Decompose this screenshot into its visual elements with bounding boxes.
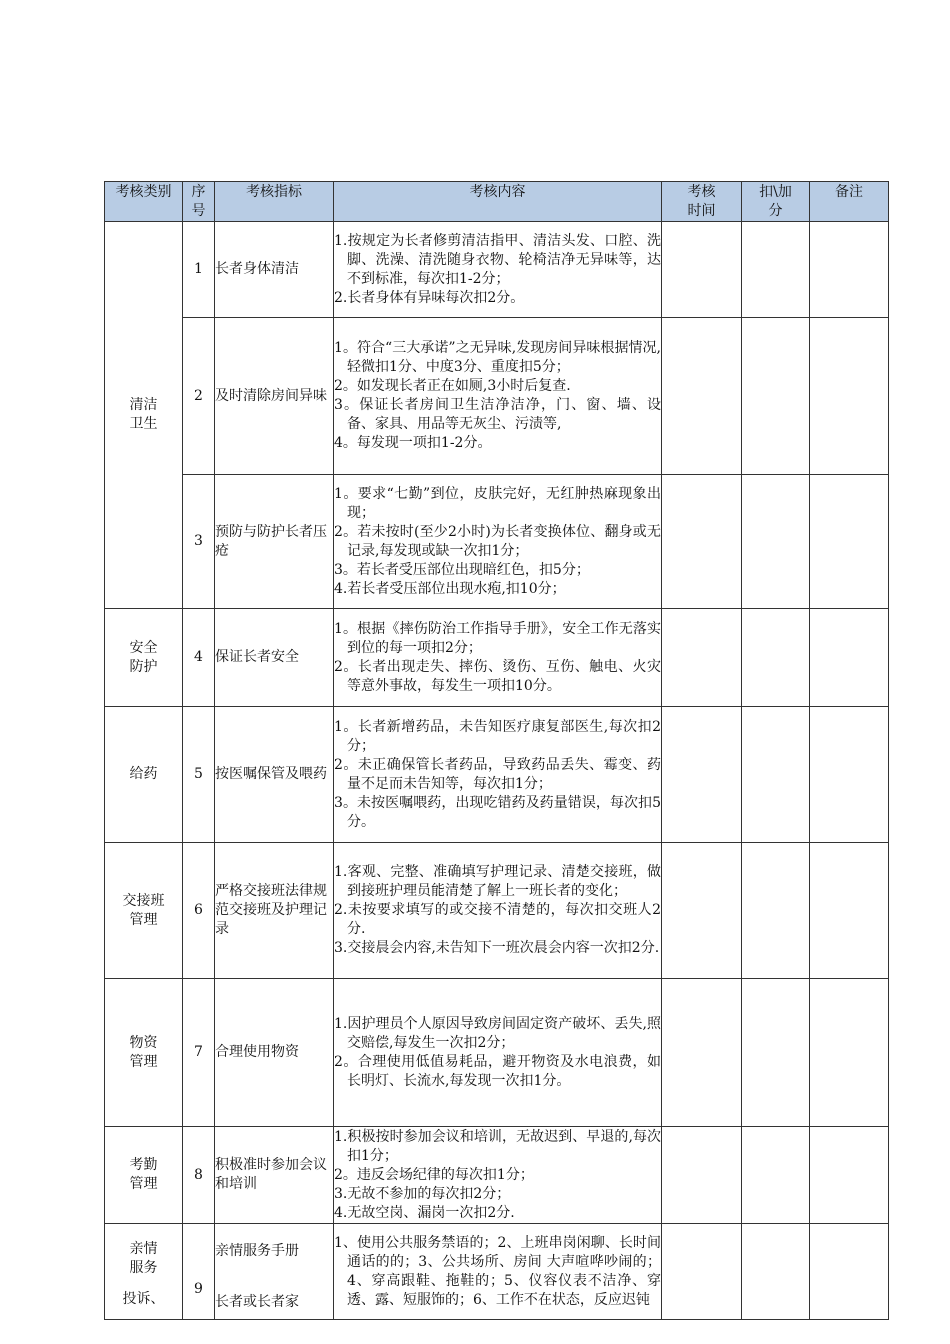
score-cell	[742, 1127, 810, 1224]
indicator-cell: 保证长者安全	[215, 609, 334, 707]
score-cell	[742, 979, 810, 1127]
remarks-cell	[810, 1224, 889, 1320]
header-content: 考核内容	[334, 182, 662, 222]
category-cell: 安全防护	[105, 609, 183, 707]
category-cell: 清洁卫生	[105, 222, 183, 609]
content-cell	[334, 1224, 662, 1320]
score-cell	[742, 707, 810, 843]
remarks-cell	[810, 222, 889, 318]
header-indicator: 考核指标	[215, 182, 334, 222]
category-sub-label: 投诉、	[122, 1291, 165, 1307]
row-number: 4	[183, 609, 215, 707]
time-cell	[662, 609, 742, 707]
content-cell	[334, 1127, 662, 1224]
row-number: 6	[183, 843, 215, 979]
content-item: 4.无故空岗、漏岗一次扣2分.	[334, 1204, 515, 1221]
remarks-cell	[810, 475, 889, 609]
content-item: 2。如发现长者正在如厕,3小时后复查.	[334, 378, 571, 394]
row-number: 1	[183, 222, 215, 318]
content-item: 2。违反会场纪律的每次扣1分；	[334, 1166, 534, 1183]
score-cell	[742, 1224, 810, 1320]
content-cell	[334, 843, 662, 979]
score-cell	[742, 843, 810, 979]
assessment-table	[104, 181, 889, 1320]
score-cell	[742, 609, 810, 707]
table-row	[105, 222, 889, 318]
remarks-cell	[810, 609, 889, 707]
time-cell	[662, 707, 742, 843]
row-number: 3	[183, 475, 215, 609]
content-item: 2.长者身体有异味每次扣2分。	[334, 289, 525, 306]
remarks-cell	[810, 1127, 889, 1224]
table-row	[105, 707, 889, 843]
score-cell	[742, 318, 810, 475]
content-cell	[334, 222, 662, 318]
content-item: 3。保证长者房间卫生洁净洁净，门、窗、墙、设备、家具、用品等无灰尘、污渍等,	[334, 397, 661, 432]
score-cell	[742, 222, 810, 318]
content-item: 1.客观、完整、准确填写护理记录、清楚交接班，做到接班护理员能清楚了解上一班长者的变化；	[334, 864, 661, 899]
remarks-cell	[810, 843, 889, 979]
content-cell	[334, 475, 662, 609]
content-item: 1、使用公共服务禁语的；2、上班串岗闲聊、长时间通话的的；3、公共场所、房间 大声喧哗吵闹的；4、穿高跟鞋、拖鞋的；5、仪容仪表不洁净、穿透、露、短服饰的；6、工作不在状态，反应迟钝	[334, 1234, 661, 1308]
row-number: 9	[183, 1224, 215, 1320]
content-item: 3.交接晨会内容,未告知下一班次晨会内容一次扣2分.	[334, 940, 660, 956]
content-cell	[334, 707, 662, 843]
content-item: 1。根据《摔伤防治工作指导手册》，安全工作无落实到位的每一项扣2分；	[334, 620, 661, 656]
content-item: 3。未按医嘱喂药，出现吃错药及药量错误，每次扣5分。	[334, 794, 661, 830]
category-cell: 亲情服务 投诉、	[105, 1224, 183, 1320]
header-time: 考核时间	[662, 182, 742, 222]
indicator-cell: 合理使用物资	[215, 979, 334, 1127]
time-cell	[662, 475, 742, 609]
time-cell	[662, 1224, 742, 1320]
content-item: 3.无故不参加的每次扣2分；	[334, 1185, 511, 1202]
content-cell	[334, 609, 662, 707]
table-row	[105, 475, 889, 609]
header-number: 序号	[183, 182, 215, 222]
content-item: 4.若长者受压部位出现水疱,扣10分；	[334, 580, 566, 597]
time-cell	[662, 222, 742, 318]
category-cell: 交接班管理	[105, 843, 183, 979]
content-item: 1。符合“三大承诺”之无异味,发现房间异味根据情况,轻微扣1分、中度3分、重度扣5分；	[334, 340, 661, 375]
content-item: 2。未正确保管长者药品，导致药品丢失、霉变、药量不足而未告知等，每次扣1分；	[334, 756, 661, 792]
row-number: 7	[183, 979, 215, 1127]
time-cell	[662, 1127, 742, 1224]
header-score: 扣\加分	[742, 182, 810, 222]
header-row	[105, 182, 889, 222]
content-cell	[334, 318, 662, 475]
table-row	[105, 609, 889, 707]
indicator-cell: 积极准时参加会议和培训	[215, 1127, 334, 1224]
content-item: 2。长者出现走失、摔伤、烫伤、互伤、触电、火灾等意外事故，每发生一项扣10分。	[334, 658, 661, 694]
remarks-cell	[810, 707, 889, 843]
category-cell: 考勤管理	[105, 1127, 183, 1224]
time-cell	[662, 843, 742, 979]
table-row	[105, 979, 889, 1127]
indicator-sub-label: 长者或长者家	[215, 1294, 299, 1310]
content-item: 2。合理使用低值易耗品，避开物资及水电浪费，如长明灯、长流水,每发现一次扣1分。	[334, 1053, 661, 1089]
content-item: 3。若长者受压部位出现暗红色，扣5分；	[334, 561, 590, 578]
indicator-cell: 长者身体清洁	[215, 222, 334, 318]
content-item: 1.积极按时参加会议和培训，无故迟到、早退的,每次扣1分；	[334, 1128, 661, 1164]
table-row	[105, 1224, 889, 1320]
table-row	[105, 1127, 889, 1224]
indicator-cell: 预防与防护长者压疮	[215, 475, 334, 609]
score-cell	[742, 475, 810, 609]
content-item: 2.未按要求填写的或交接不清楚的，每次扣交班人2分.	[334, 902, 661, 937]
row-number: 2	[183, 318, 215, 475]
table-row	[105, 843, 889, 979]
content-item: 4。每发现一项扣1-2分。	[334, 435, 492, 451]
header-remarks: 备注	[810, 182, 889, 222]
content-item: 2。若未按时(至少2小时)为长者变换体位、翻身或无记录,每发现或缺一次扣1分；	[334, 523, 661, 559]
content-item: 1.按规定为长者修剪清洁指甲、清洁头发、口腔、洗脚、洗澡、清洗随身衣物、轮椅洁净无异味等，达不到标准，每次扣1-2分；	[334, 232, 661, 287]
header-category: 考核类别	[105, 182, 183, 222]
content-item: 1。要求“七勤”到位，皮肤完好，无红肿热麻现象出现；	[334, 485, 661, 521]
remarks-cell	[810, 979, 889, 1127]
time-cell	[662, 318, 742, 475]
time-cell	[662, 979, 742, 1127]
row-number: 5	[183, 707, 215, 843]
content-item: 1。长者新增药品，未告知医疗康复部医生,每次扣2分；	[334, 718, 661, 754]
category-cell: 物资管理	[105, 979, 183, 1127]
indicator-cell: 按医嘱保管及喂药	[215, 707, 334, 843]
remarks-cell	[810, 318, 889, 475]
indicator-cell: 亲情服务手册 长者或长者家	[215, 1224, 334, 1320]
indicator-cell: 严格交接班法律规范交接班及护理记录	[215, 843, 334, 979]
category-cell: 给药	[105, 707, 183, 843]
indicator-cell: 及时清除房间异味	[215, 318, 334, 475]
content-item: 1.因护理员个人原因导致房间固定资产破坏、丢失,照交赔偿,每发生一次扣2分；	[334, 1015, 661, 1051]
content-cell	[334, 979, 662, 1127]
row-number: 8	[183, 1127, 215, 1224]
table-row	[105, 318, 889, 475]
